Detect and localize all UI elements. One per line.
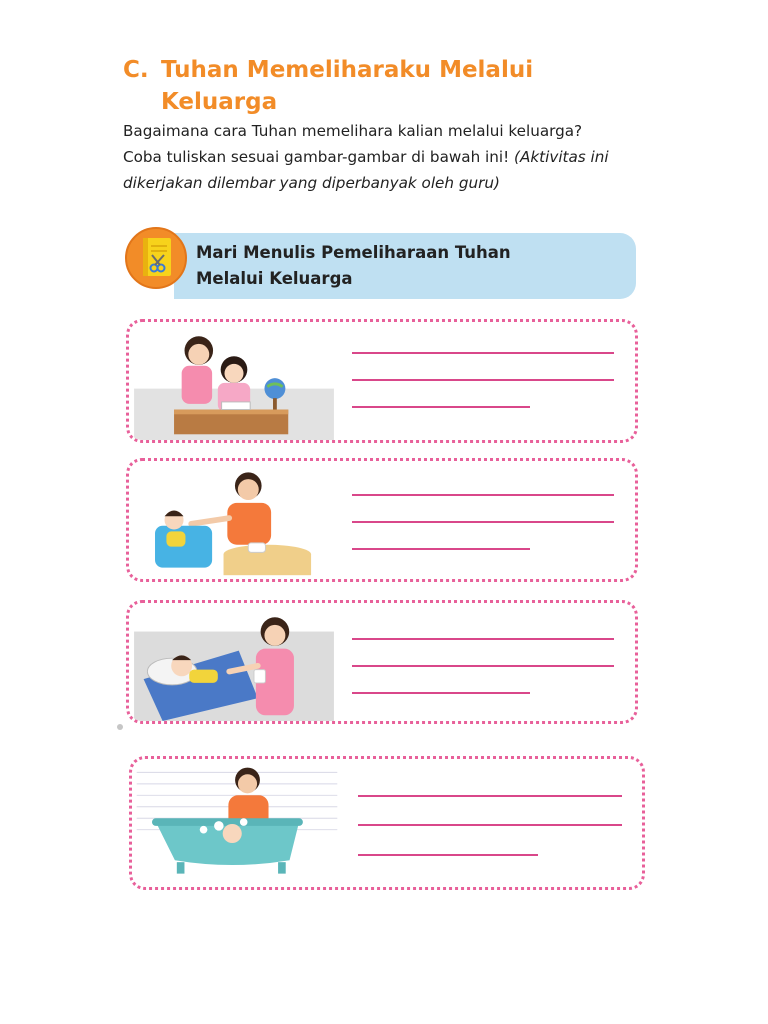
section-title — [123, 54, 643, 118]
writing-line[interactable] — [352, 494, 614, 496]
writing-line[interactable] — [352, 548, 530, 550]
father-bathing-baby-illustration — [132, 759, 342, 887]
father-feeding-baby-illustration — [129, 461, 339, 579]
scissors-notebook-icon — [124, 226, 188, 290]
writing-line[interactable] — [352, 665, 614, 667]
activity-banner — [174, 233, 636, 299]
writing-line[interactable] — [352, 638, 614, 640]
mother-caring-for-sick-child-illustration — [129, 603, 339, 721]
section-letter: C. — [123, 57, 149, 83]
activity-title-line2: Melalui Keluarga — [196, 269, 353, 288]
writing-line[interactable] — [358, 795, 622, 797]
writing-line[interactable] — [352, 352, 614, 354]
writing-line[interactable] — [352, 521, 614, 523]
intro-paragraph — [123, 118, 623, 196]
activity-card-4 — [129, 756, 645, 890]
page-dot — [117, 724, 123, 730]
activity-card-1 — [126, 319, 638, 443]
mother-helping-daughter-study-illustration — [129, 322, 339, 440]
writing-line[interactable] — [352, 406, 530, 408]
writing-line[interactable] — [352, 379, 614, 381]
intro-text: Bagaimana cara Tuhan memelihara kalian melalui keluarga? Coba tuliskan sesuai gambar-gambar di bawah ini! — [123, 122, 583, 166]
activity-title — [196, 240, 511, 292]
section-title-line1: Tuhan Memeliharaku Melalui — [161, 57, 534, 83]
writing-line[interactable] — [352, 692, 530, 694]
section-title-line2: Keluarga — [161, 89, 278, 115]
activity-card-2 — [126, 458, 638, 582]
activity-title-line1: Mari Menulis Pemeliharaan Tuhan — [196, 243, 511, 262]
writing-line[interactable] — [358, 854, 538, 856]
writing-line[interactable] — [358, 824, 622, 826]
intro-note: (Aktivitas ini dikerjakan dilembar yang diperbanyak oleh guru) — [123, 148, 609, 192]
activity-card-3 — [126, 600, 638, 724]
